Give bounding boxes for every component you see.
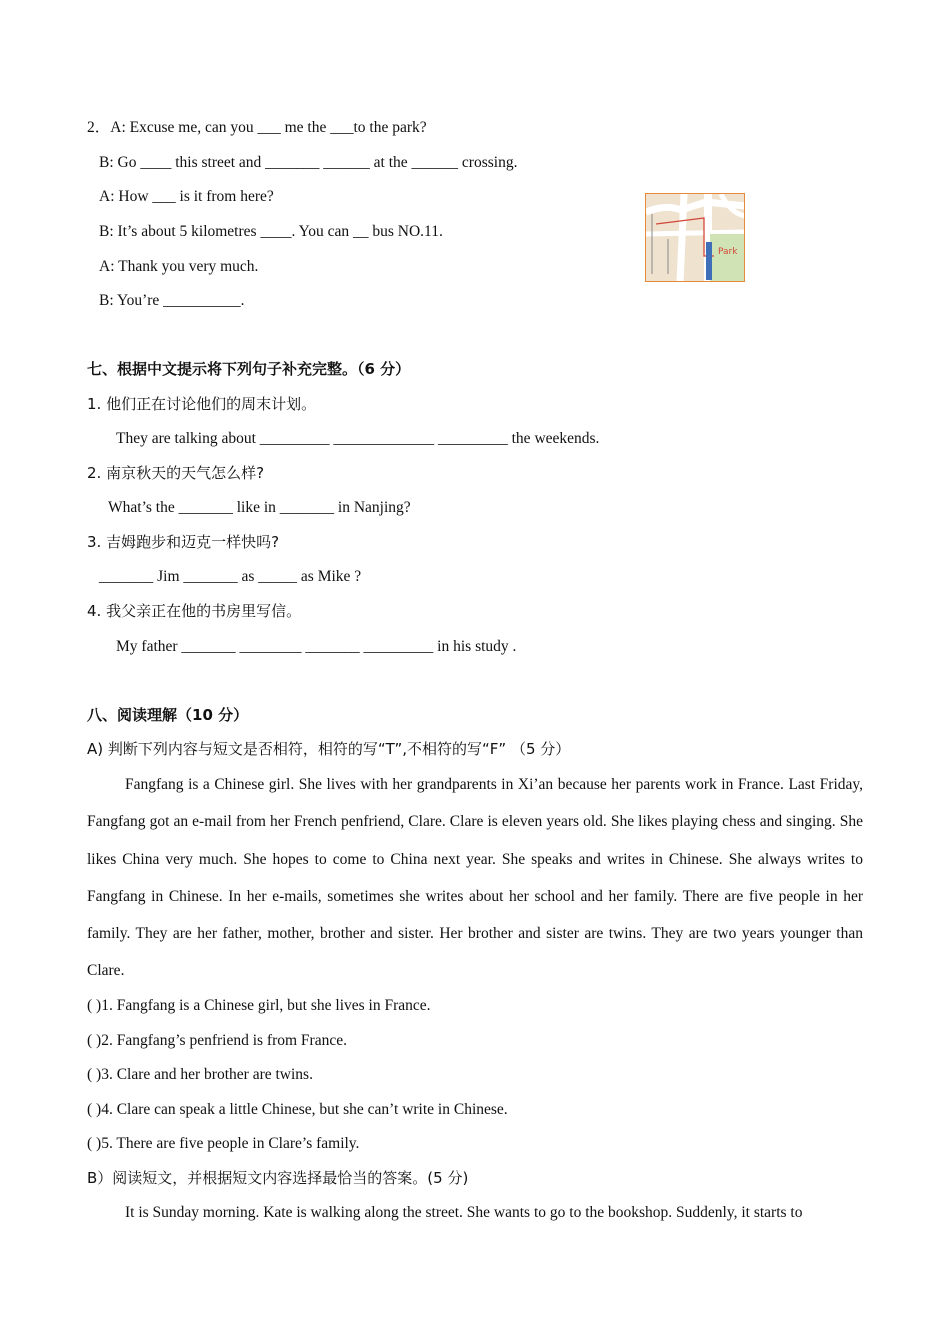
section8-partA-title: A) 判断下列内容与短文是否相符，相符的写“T”,不相符的写“F” （5 分）: [87, 740, 571, 758]
section7-q4-chinese: 4. 我父亲正在他的书房里写信。: [87, 602, 302, 620]
reading-passage-b: [87, 1194, 863, 1231]
section7-title: 七、根据中文提示将下列句子补充完整。（6 分）: [87, 360, 411, 378]
section8-partB-title: B）阅读短文，并根据短文内容选择最恰当的答案。(5 分): [87, 1169, 469, 1187]
dialogue-line-4: B: It’s about 5 kilometres ____. You can __ bus NO.11.: [99, 223, 443, 240]
dialogue-line-5: A: Thank you very much.: [99, 258, 259, 275]
statement-4: ( )4. Clare can speak a little Chinese, but she can’t write in Chinese.: [87, 1101, 508, 1118]
reading-passage-b-text: It is Sunday morning. Kate is walking along the street. She wants to go to the bookshop. Suddenly, it starts to: [125, 1204, 803, 1221]
section7-q1-english: They are talking about _________ _____________ _________ the weekends.: [116, 430, 600, 447]
section7-q2-chinese: 2. 南京秋天的天气怎么样?: [87, 464, 265, 482]
reading-passage-a: [87, 766, 863, 990]
section7-q2-english: What’s the _______ like in _______ in Nanjing?: [108, 499, 411, 516]
map-park-label: Park: [718, 247, 738, 257]
statement-2: ( )2. Fangfang’s penfriend is from France.: [87, 1032, 347, 1049]
dialogue-line-2: B: Go ____ this street and _______ ______ at the ______ crossing.: [99, 154, 518, 171]
section7-q3-chinese: 3. 吉姆跑步和迈克一样快吗?: [87, 533, 280, 551]
statement-3: ( )3. Clare and her brother are twins.: [87, 1066, 313, 1083]
park-map-image: [645, 193, 745, 282]
dialogue-line-1: 2．A: Excuse me, can you ___ me the ___to the park?: [87, 119, 427, 136]
section7-q4-english: My father _______ ________ _______ _________ in his study .: [116, 638, 517, 655]
section7-q1-chinese: 1. 他们正在讨论他们的周末计划。: [87, 395, 317, 413]
dialogue-line-3: A: How ___ is it from here?: [99, 188, 274, 205]
statement-5: ( )5. There are five people in Clare’s family.: [87, 1135, 360, 1152]
section7-q3-english: _______ Jim _______ as _____ as Mike ?: [99, 568, 362, 585]
statement-1: ( )1. Fangfang is a Chinese girl, but she lives in France.: [87, 997, 431, 1014]
section8-title: 八、阅读理解（10 分）: [87, 706, 249, 724]
map-drawing: [646, 194, 745, 282]
reading-passage-a-text: Fangfang is a Chinese girl. She lives with her grandparents in Xi’an because her parents work in France. Last Friday, Fangfang got an e-mail from her French penfriend, Clare. Clare is eleven years old. She likes playing chess and singing. She likes China very much. She hopes to come to China next year. She speaks and writes in Chinese. She always writes to Fangfang in Chinese. In her e-mails, sometimes she writes about her school and her family. There are five people in her family. They are her father, mother, brother and sister. Her brother and sister are twins. They are two years younger than Clare.: [87, 776, 863, 980]
dialogue-line-6: B: You’re __________.: [99, 292, 245, 309]
